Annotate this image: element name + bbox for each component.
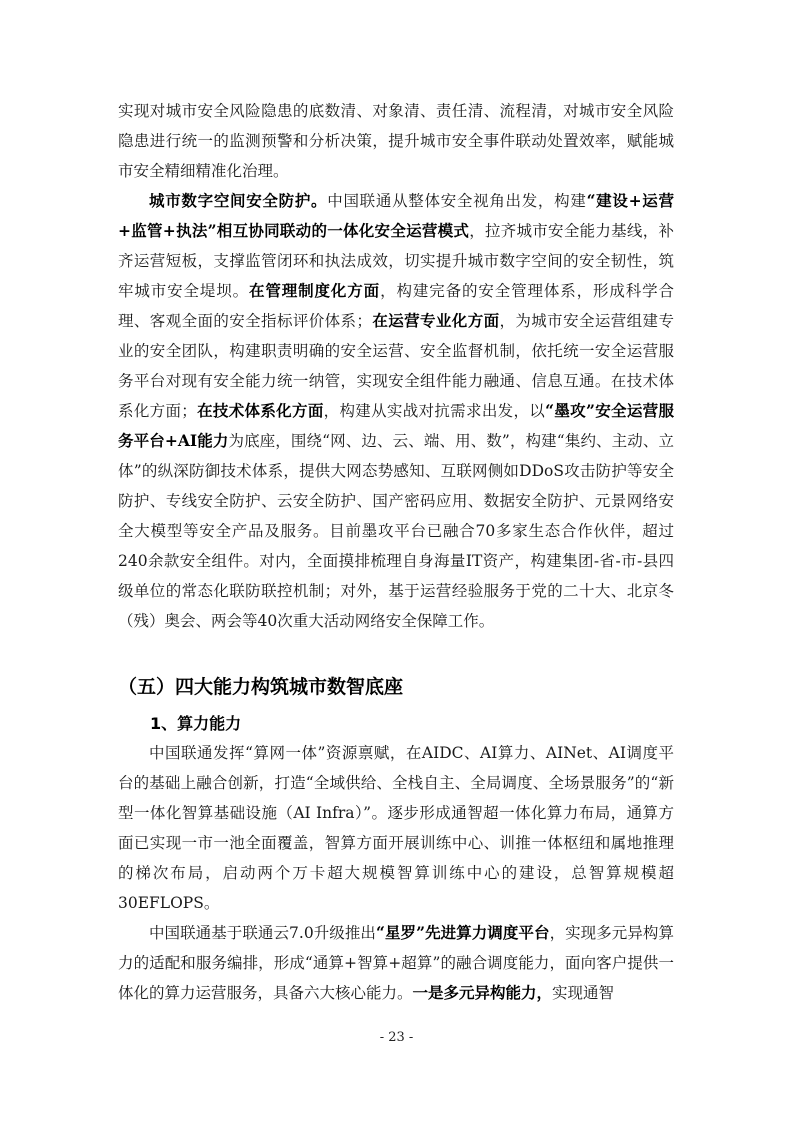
bold-phrase: 城市数字空间安全防护。 (149, 191, 328, 210)
bold-phrase: “墨攻”安全运营服务平台+AI能力 (118, 401, 674, 450)
paragraph-text: 中国联通从整体安全视角出发，构建 (327, 192, 587, 210)
page-number: - 23 - (379, 1030, 414, 1045)
body-text-top (118, 96, 674, 636)
sub-heading: 1、算力能力 (150, 714, 242, 733)
paragraph-digital-space-security (118, 186, 674, 636)
bold-phrase: “建设+运营+监管+执法”相互协同联动的一体化安全运营模式 (118, 191, 674, 240)
paragraph-text: 实现通智 (552, 984, 615, 1002)
paragraph-text: ，实现多元异构算力的适配和服务编排，形成“通算+智算+超算”的融合调度能力，面向客户提供一体化的算力运营服务，具备六大核心能力。 (118, 924, 674, 1002)
paragraph-text: 中国联通基于联通云7.0升级推出 (149, 924, 376, 942)
paragraph-text: ，为城市安全运营组建专业的安全团队，构建职责明确的安全运营、安全监督机制，依托统一安全运营服务平台对现有安全能力统一纳管，实现安全组件能力融通、信息互通。在技术体系化方面； (118, 312, 674, 420)
bold-phrase: 在管理制度化方面 (249, 281, 381, 300)
paragraph-text: ，构建完备的安全管理体系，形成科学合理、客观全面的安全指标评价体系； (118, 282, 674, 330)
paragraph-computing-power (118, 738, 674, 918)
paragraph-text: ，拉齐城市安全能力基线，补齐运营短板，支撑监管闭环和执法成效，切实提升城市数字空间的安全韧性，筑牢城市安全堤坝。 (118, 222, 674, 300)
bold-phrase: 在运营专业化方面 (371, 311, 500, 330)
section-heading: （五）四大能力构筑城市数智底座 (118, 676, 404, 698)
paragraph-text: 中国联通发挥“算网一体”资源禀赋，在AIDC、AI算力、AINet、AI调度平台的基础上融合创新，打造“全域供给、全栈自主、全局调度、全场景服务”的“新型一体化智算基础设施（AI Infra）”。逐步形成通智超一体化算力布局，通算方面已实现一市一池全面覆盖，智算方面开展训练中心、训推一体枢纽和属地推理的梯次布局，启动两个万卡超大规模智算训练中心的建设，总智算规模超30EFLOPS。 (118, 744, 674, 912)
paragraph-xingluo-platform (118, 918, 674, 1008)
paragraph-text: 实现对城市安全风险隐患的底数清、对象清、责任清、流程清，对城市安全风险隐患进行统一的监测预警和分析决策，提升城市安全事件联动处置效率，赋能城市安全精细精准化治理。 (118, 102, 674, 180)
bold-phrase: “星罗”先进算力调度平台 (376, 923, 550, 942)
paragraph-city-risk (118, 96, 674, 186)
body-text-bottom (118, 738, 674, 1008)
paragraph-text: 为底座，围绕“网、边、云、端、用、数”，构建“集约、主动、立体”的纵深防御技术体系，提供大网态势感知、互联网侧如DDoS攻击防护等安全防护、专线安全防护、云安全防护、国产密码应用、数据安全防护、元景网络安全大模型等安全产品及服务。目前墨攻平台已融合70多家生态合作伙伴，超过240余款安全组件。对内，全面摸排梳理自身海量IT资产，构建集团-省-市-县四级单位的常态化联防联控机制；对外，基于运营经验服务于党的二十大、北京冬（残）奥会、两会等40次重大活动网络安全保障工作。 (118, 432, 675, 630)
paragraph-text: ，构建从实战对抗需求出发，以 (323, 402, 546, 420)
bold-phrase: 一是多元异构能力， (412, 983, 553, 1002)
bold-phrase: 在技术体系化方面 (196, 401, 324, 420)
